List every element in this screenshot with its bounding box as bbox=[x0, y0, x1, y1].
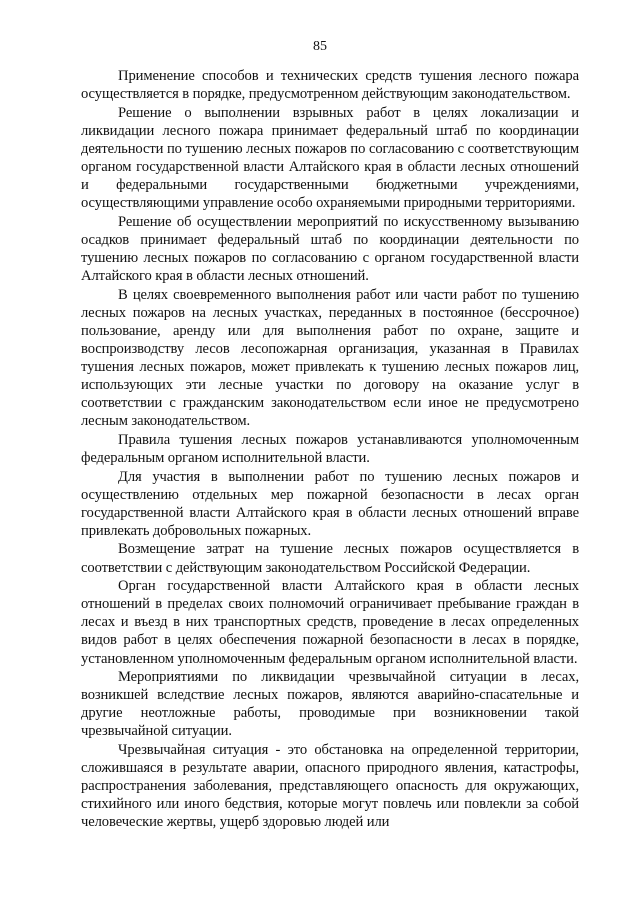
paragraph-10: Чрезвычайная ситуация - это обстановка на определенной территории, сложившаяся в результате аварии, опасного природного явления, катастрофы, распространения заболевания, представляющего опасность для окружающих, стихийного или иного бедствия, которые могут повлечь или повлекли за собой человеческие жертвы, ущерб здоровью людей или bbox=[81, 741, 579, 831]
paragraph-3: Решение об осуществлении мероприятий по искусственному вызыванию осадков принимает федеральный штаб по координации деятельности по тушению лесных пожаров по согласованию с органом государственной власти Алтайского края в области лесных отношений. bbox=[81, 213, 579, 285]
paragraph-9: Мероприятиями по ликвидации чрезвычайной ситуации в лесах, возникшей вследствие лесных пожаров, являются аварийно-спасательные и другие неотложные работы, проводимые при возникновении такой чрезвычайной ситуации. bbox=[81, 669, 579, 740]
paragraph-6: Для участия в выполнении работ по тушению лесных пожаров и осуществлению отдельных мер пожарной безопасности в лесах орган государственной власти Алтайского края в области лесных отношений вправе привлекать добровольных пожарных. bbox=[81, 468, 579, 539]
paragraph-8: Орган государственной власти Алтайского края в области лесных отношений в пределах своих полномочий ограничивает пребывание граждан в лесах и въезд в них транспортных средств, проведение в лесах определенных видов работ в целях обеспечения пожарной безопасности в лесах в порядке, установленном уполномоченным федеральным органом исполнительной власти. bbox=[81, 578, 579, 667]
paragraph-7: Возмещение затрат на тушение лесных пожаров осуществляется в соответствии с действующим законодательством Российской Федерации. bbox=[81, 541, 579, 576]
page-number: 85 bbox=[313, 39, 327, 54]
paragraph-4: В целях своевременного выполнения работ или части работ по тушению лесных пожаров на лесных участках, переданных в постоянное (бессрочное) пользование, аренду или для выполнения работ по охране, защите и воспроизводству лесов лесопожарная организация, указанная в Правилах тушения лесных пожаров, может привлекать к тушению лесных пожаров лиц, использующих эти лесные участки по договору на оказание услуг в соответствии с гражданским законодательством если иное не предусмотрено лесным законодательством. bbox=[81, 286, 579, 430]
paragraph-2: Решение о выполнении взрывных работ в целях локализации и ликвидации лесного пожара принимает федеральный штаб по координации деятельности по тушению лесных пожаров по согласованию с соответствующим органом государственной власти Алтайского края в области лесных отношений и федеральными государственными бюджетными учреждениями, осуществляющими управление особо охраняемыми природными территориями. bbox=[81, 104, 579, 212]
paragraph-1: Применение способов и технических средств тушения лесного пожара осуществляется в порядке, предусмотренном действующим законодательством. bbox=[81, 68, 579, 103]
paragraph-5: Правила тушения лесных пожаров устанавливаются уполномоченным федеральным органом исполнительной власти. bbox=[81, 431, 579, 466]
document-body bbox=[81, 67, 579, 831]
